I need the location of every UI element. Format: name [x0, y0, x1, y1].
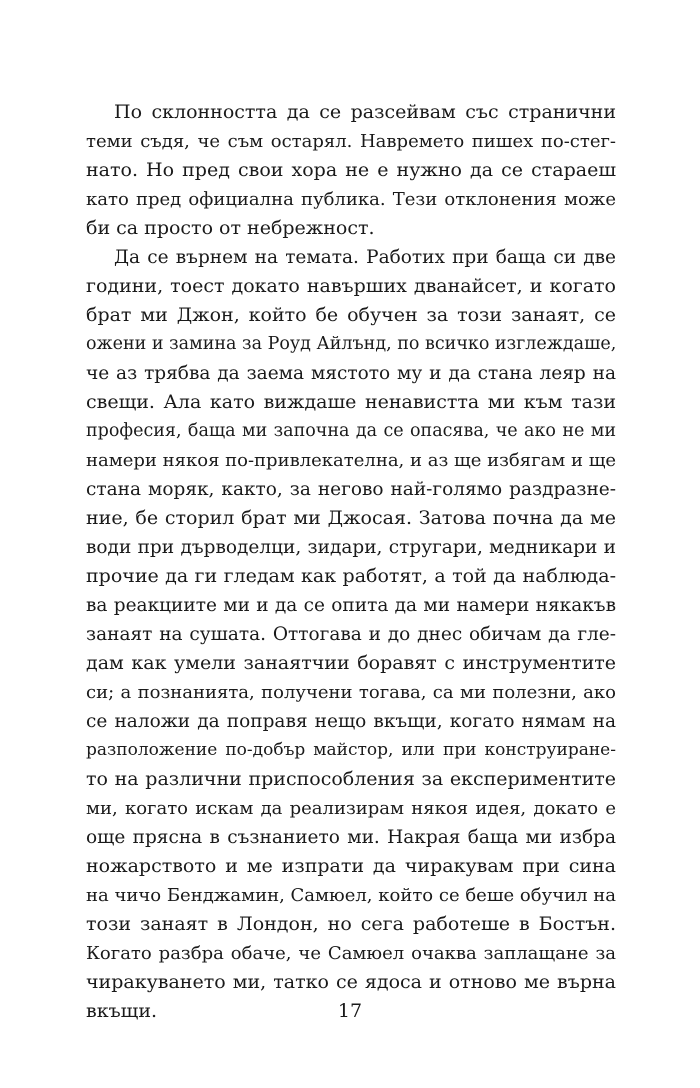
text-line: ми, когато искам да реализирам някоя идея, докато е: [86, 798, 616, 819]
text-line: теми съдя, че съм остарял. Навремето пишех по-стег-: [86, 131, 616, 152]
text-line: вкъщи.: [86, 1000, 158, 1022]
text-line: води при дърводелци, зидари, стругари, медникари и: [86, 537, 616, 558]
text-line: нато. Но пред свои хора не е нужно да се стараеш: [86, 159, 616, 181]
text-line: ва реакциите ми и да се опита да ми намери някакъв: [86, 595, 616, 616]
text-line: като пред официална публика. Тези отклонения може: [86, 189, 616, 210]
text-line: брат ми Джон, който бе обучен за този занаят, се: [86, 304, 616, 326]
text-line: би са просто от небрежност.: [86, 217, 375, 239]
text-line: ножарството и ме изпрати да чиракувам при сина: [86, 855, 616, 877]
text-line: намери някоя по-привлекателна, и аз ще избягам и ще: [86, 450, 617, 471]
text-line: ние, бе сторил брат ми Джосая. Затова почна да ме: [86, 507, 616, 529]
text-line: свещи. Ала като виждаше ненавистта ми към тази: [86, 391, 616, 413]
text-line: на чичо Бенджамин, Самюел, който се беше обучил на: [86, 885, 616, 906]
text-line: прочие да ги гледам как работят, а той да наблюда-: [86, 565, 616, 587]
text-line: По склонността да се разсейвам със странични: [114, 101, 616, 123]
text-line: разположение по-добър майстор, или при конструиране-: [86, 740, 616, 760]
text-line: стана моряк, както, за негово най-голямо раздразне-: [86, 479, 616, 500]
text-line: си; а познанията, получени тогава, са ми полезни, ако: [86, 682, 616, 703]
text-line: занаят на сушата. Оттогава и до днес обичам да гле-: [86, 624, 616, 645]
body-text: [86, 98, 616, 1026]
text-line: още прясна в съзнанието ми. Накрая баща ми избра: [86, 827, 616, 848]
text-line: че аз трябва да заема мястото му и да стана леяр на: [86, 363, 616, 384]
text-line: професия, баща ми започна да се опасява, че ако не ми: [86, 421, 616, 441]
text-line: дам как умели занаятчии боравят с инструментите: [86, 652, 616, 674]
text-line: Когато разбра обаче, че Самюел очаква заплащане за: [86, 943, 616, 964]
text-line: години, тоест докато навърших дванайсет, и когато: [86, 275, 616, 297]
text-line: ожени и замина за Роуд Айлънд, по всичко изглеждаше,: [86, 334, 617, 354]
text-line: то на различни приспособления за експериментите: [86, 768, 616, 790]
text-line: се наложи да поправя нещо вкъщи, когато нямам на: [86, 711, 616, 732]
text-line: Да се върнем на темата. Работих при баща си две: [114, 247, 616, 268]
page-number: 17: [337, 1000, 363, 1022]
text-line: чиракуването ми, татко се ядоса и отново ме върна: [86, 971, 616, 993]
text-line: този занаят в Лондон, но сега работеше в Бостън.: [86, 913, 616, 935]
